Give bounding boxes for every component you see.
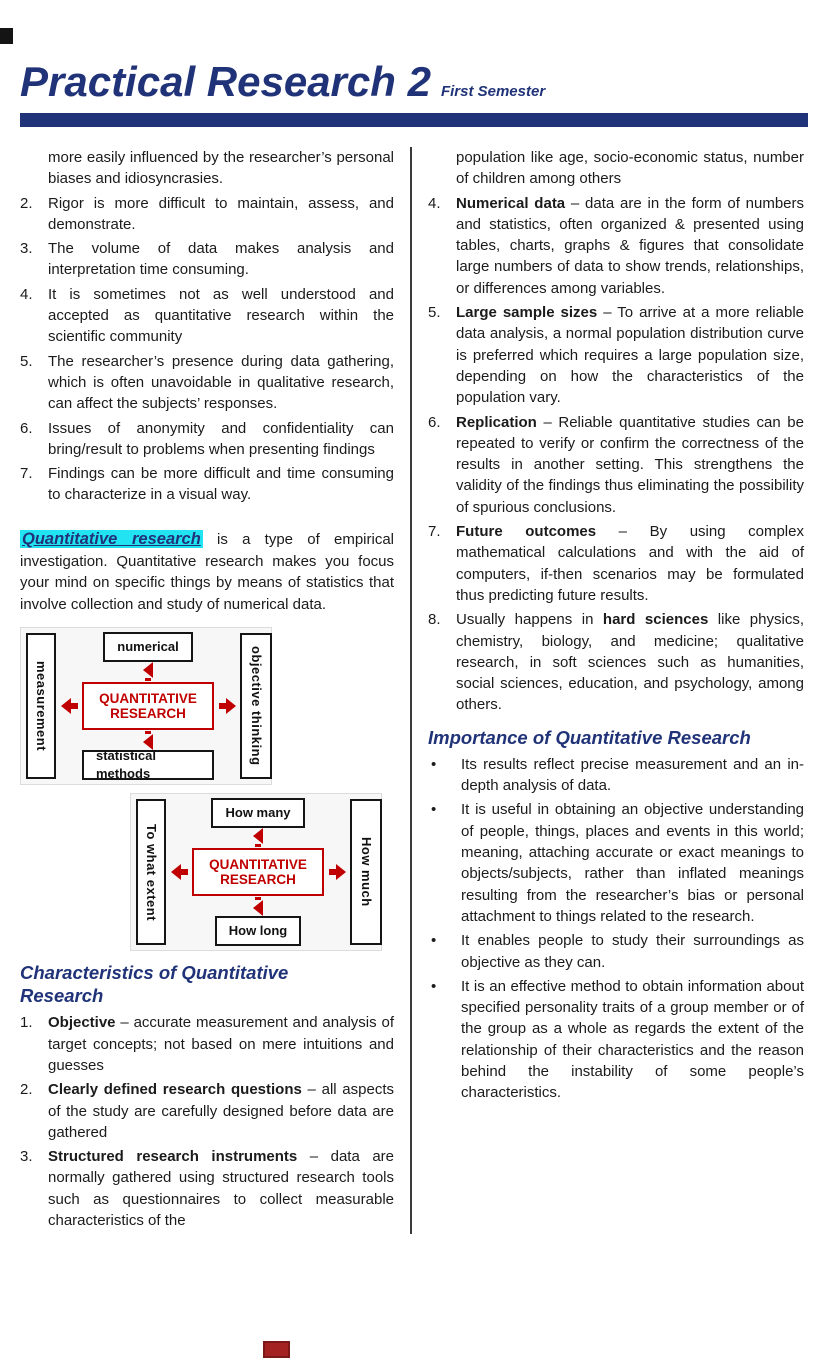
list-item-text: [48, 193, 394, 236]
arrow-left-icon: [167, 848, 191, 896]
list-item-text: [48, 351, 394, 415]
list-item: [428, 412, 804, 518]
list-item: [20, 463, 394, 506]
list-item: [20, 284, 394, 348]
list-item-text: [48, 284, 394, 348]
list-item-number: 6.: [20, 419, 33, 437]
page-header: [0, 0, 828, 127]
list-item: [428, 521, 804, 606]
continuation-paragraph: population like age, socio-economic status, number of children among others: [456, 149, 804, 188]
list-item-number: 8.: [428, 611, 441, 629]
list-item-number: 3.: [20, 240, 33, 258]
list-item-text: [48, 418, 394, 461]
text-post: Rigor is more difficult to maintain, assess, and demonstrate.: [48, 194, 394, 233]
arrow-shaft: [145, 678, 151, 681]
list-item-text: [48, 463, 394, 506]
list-item: [20, 351, 394, 415]
text-pre: Usually happens in: [456, 611, 603, 629]
page-subtitle: First Semester: [440, 83, 546, 100]
text-bold: Numerical data: [456, 194, 566, 212]
list-item-text: [456, 412, 804, 518]
section-heading-importance: Importance of Quantitative Research: [428, 726, 751, 748]
arrow-shaft: [181, 869, 188, 875]
bullet-text: It is useful in obtaining an objective understanding of people, things, places and events in this world; meaning, attaching accurate or exact meanings to objects/subjects, rather than inflated meanings resulting from the researcher’s bias or personal attachment to things related to the research.: [461, 801, 804, 925]
arrow-head: [226, 698, 236, 714]
arrow-head: [336, 864, 346, 880]
list-item-number: 5.: [428, 304, 441, 322]
arrow-down-icon: [192, 897, 324, 916]
section-heading-characteristics: Characteristics of Quantitative Research: [20, 962, 289, 1007]
diagram-left-label: measurement: [26, 633, 56, 779]
bullet-icon: •: [431, 977, 437, 995]
page-title-text: Practical Research 2: [20, 58, 431, 105]
text-bold: Structured research instruments: [48, 1148, 298, 1166]
text-post: It is sometimes not as well understood and accepted as quantitative research within the scientific community: [48, 285, 394, 346]
text-post: – all aspects of the study are carefully designed before data are gathered: [48, 1081, 394, 1141]
list-item-number: 7.: [20, 465, 33, 483]
two-column-body: [0, 127, 828, 1234]
continuation-paragraph: more easily influenced by the researcher’s personal biases and idiosyncrasies.: [48, 149, 394, 188]
arrow-up-icon: [82, 662, 214, 681]
diagram-right-label: How much: [350, 799, 382, 945]
list-item-number: 1.: [20, 1014, 33, 1032]
text-post: Issues of anonymity and confidentiality can bring/result to problems when presenting findings: [48, 419, 394, 458]
page-title: [20, 58, 808, 106]
bullet-icon: •: [431, 801, 437, 819]
text-post: like physics, chemistry, biology, and medicine; qualitative research, in soft sciences such as humanities, social sciences, education, and psychology, among others.: [456, 611, 804, 714]
diagram-left-label: To what extent: [136, 799, 166, 945]
text-post: Findings can be more difficult and time consuming to characterize in a visual way.: [48, 465, 394, 504]
arrow-right-icon: [215, 682, 239, 730]
list-item: [20, 193, 394, 236]
list-item-text: [48, 1146, 394, 1231]
list-item-number: 7.: [428, 523, 441, 541]
list-item-number: 2.: [20, 1081, 33, 1099]
diagram-center-label: QUANTITATIVE RESEARCH: [82, 682, 214, 730]
arrow-head: [253, 828, 263, 844]
list-item: [20, 1012, 394, 1076]
diagram-top-label: numerical: [103, 632, 192, 662]
list-item-number: 6.: [428, 413, 441, 431]
list-item: [20, 1146, 394, 1231]
list-item-number: 5.: [20, 352, 33, 370]
list-item: [428, 609, 804, 715]
text-post: – Reliable quantitative studies can be repeated to verify or confirm the correctness of the results in another setting. This strengthens the validity of the findings thus eliminating the possibility of spurious conclusions.: [456, 413, 804, 516]
text-bold: Clearly defined research questions: [48, 1081, 302, 1099]
arrow-right-icon: [325, 848, 349, 896]
text-post: – data are in the form of numbers and statistics, often organized & presented using tables, charts, graphs & figures that consolidate large numbers of data to show trends, relationships, or differences among variables.: [456, 194, 804, 297]
list-item-number: 3.: [20, 1148, 33, 1166]
text-post: The researcher’s presence during data gathering, which is often unavoidable in qualitative research, can affect the subjects’ responses.: [48, 352, 394, 413]
list-item: [428, 302, 804, 408]
list-item-text: [456, 302, 804, 408]
text-bold: Large sample sizes: [456, 304, 598, 322]
bullet-text: It enables people to study their surroundings as objective as they can.: [461, 932, 804, 971]
list-item-text: [456, 193, 804, 299]
list-item-text: [48, 1012, 394, 1076]
bullet-icon: •: [431, 755, 437, 773]
arrow-head: [61, 698, 71, 714]
right-column: [412, 147, 804, 1234]
list-item-text: [456, 521, 804, 606]
text-post: – accurate measurement and analysis of target concepts; not based on mere intuitions and guesses: [48, 1014, 394, 1074]
quantitative-research-diagram-questions: [130, 793, 382, 951]
bullet-item: [428, 754, 804, 797]
quantitative-research-diagram-concepts: [20, 627, 272, 785]
text-post: – data are normally gathered using structured research tools such as questionnaires to collect measurable characteristics of the: [48, 1148, 395, 1229]
diagram-bottom-label: statistical methods: [82, 750, 214, 780]
list-item: [20, 1079, 394, 1143]
text-post: – To arrive at a more reliable data analysis, a normal population distribution curve is preferred which requires a large population size, depending on how the characteristics of the population vary.: [456, 304, 805, 407]
text-post: – By using complex mathematical calculations and with the aid of computers, if-then scenarios may be formulated thus predicting future results.: [456, 523, 804, 604]
diagram-top-label: How many: [211, 798, 304, 828]
left-column: [20, 147, 410, 1234]
text-bold: Objective: [48, 1014, 116, 1032]
text-post: The volume of data makes analysis and interpretation time consuming.: [48, 240, 394, 279]
arrow-head: [171, 864, 181, 880]
diagram-bottom-label: How long: [215, 916, 302, 946]
list-item: [20, 238, 394, 281]
bullet-item: [428, 930, 804, 973]
bullet-icon: •: [431, 932, 437, 950]
list-item: [428, 193, 804, 299]
quantitative-research-paragraph: [20, 528, 394, 615]
diagram-center-label: QUANTITATIVE RESEARCH: [192, 848, 324, 896]
paragraph-text: is a type of empirical investigation. Quantitative research makes you focus your mind on specific things by means of statistics that involve collection and study of numerical data.: [20, 530, 395, 613]
arrow-up-icon: [192, 828, 324, 847]
arrow-head: [143, 662, 153, 678]
diagram-right-label: objective thinking: [240, 633, 272, 779]
list-item-number: 2.: [20, 194, 33, 212]
highlighted-term: Quantitative research: [22, 529, 201, 548]
bullet-text: Its results reflect precise measurement and an in-depth analysis of data.: [461, 755, 804, 795]
importance-bullet-list: [428, 754, 804, 1104]
arrow-left-icon: [57, 682, 81, 730]
text-bold: Future outcomes: [456, 523, 597, 541]
bullet-text: It is an effective method to obtain information about specified personality traits of a group member or of the group as a whole as regards the extent of the relationship of their characteristics and the reason behind the instability of some people’s characteristics.: [461, 977, 804, 1102]
arrow-head: [253, 900, 263, 916]
footer-marker: [263, 1341, 290, 1358]
arrow-shaft: [71, 703, 78, 709]
list-item-number: 4.: [20, 285, 33, 303]
arrow-shaft: [219, 703, 226, 709]
list-item-text: [48, 1079, 394, 1143]
list-item-text: [48, 238, 394, 281]
scan-artifact: [0, 28, 13, 44]
list-item-text: [456, 609, 804, 715]
bullet-item: [428, 976, 804, 1104]
arrow-shaft: [255, 844, 261, 847]
text-bold: Replication: [456, 413, 537, 431]
title-underline-bar: [20, 113, 808, 127]
list-item: [20, 418, 394, 461]
text-bold: hard sciences: [602, 611, 709, 629]
list-item-number: 4.: [428, 194, 441, 212]
bullet-item: [428, 799, 804, 927]
arrow-shaft: [329, 869, 336, 875]
